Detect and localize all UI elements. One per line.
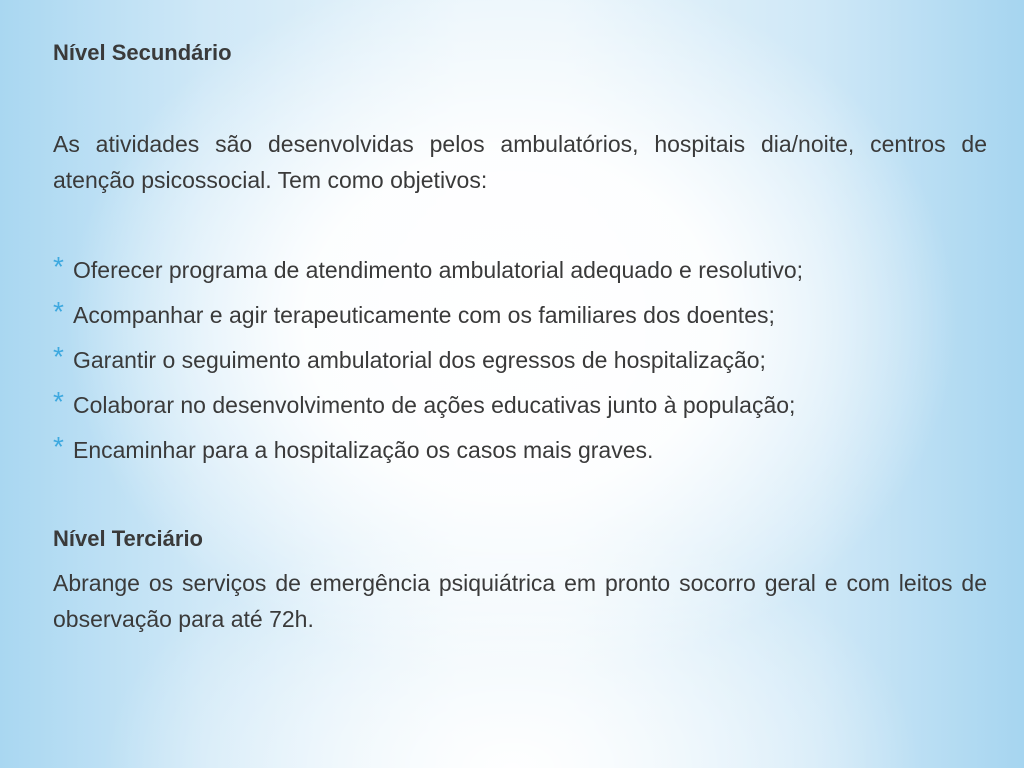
list-item [53, 249, 803, 294]
list-item [53, 339, 803, 384]
list-item [53, 429, 803, 474]
tertiary-level-text: Abrange os serviços de emergência psiquiátrica em pronto socorro geral e com leitos de observação para até 72h. [53, 570, 987, 632]
asterisk-bullet-icon: * [53, 341, 64, 372]
list-item-text: Garantir o seguimento ambulatorial dos egressos de hospitalização; [73, 347, 766, 373]
list-item-text: Oferecer programa de atendimento ambulatorial adequado e resolutivo; [73, 257, 804, 283]
tertiary-level-heading: Nível Terciário [53, 526, 203, 551]
list-item-text: Encaminhar para a hospitalização os casos mais graves. [73, 437, 654, 463]
list-item-text: Acompanhar e agir terapeuticamente com os familiares dos doentes; [73, 302, 775, 328]
secondary-level-heading: Nível Secundário [53, 40, 232, 65]
asterisk-bullet-icon: * [53, 296, 64, 327]
objectives-list [53, 249, 803, 474]
secondary-level-intro: As atividades são desenvolvidas pelos ambulatórios, hospitais dia/noite, centros de atenção psicossocial. Tem como objetivos: [53, 131, 987, 193]
asterisk-bullet-icon: * [53, 386, 64, 417]
list-item [53, 384, 803, 429]
asterisk-bullet-icon: * [53, 431, 64, 462]
list-item-text: Colaborar no desenvolvimento de ações educativas junto à população; [73, 392, 796, 418]
list-item [53, 294, 803, 339]
asterisk-bullet-icon: * [53, 251, 64, 282]
